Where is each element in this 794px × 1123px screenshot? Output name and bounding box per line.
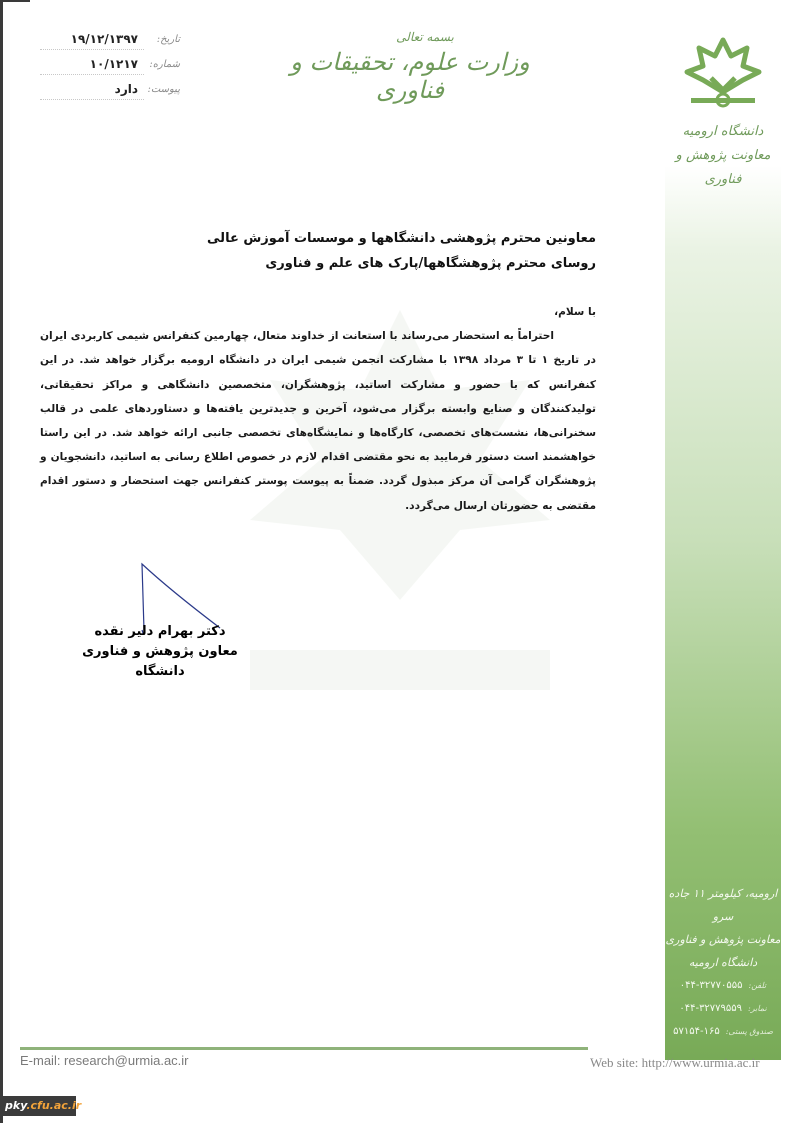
number-value: ۱۰/۱۲۱۷ [89, 57, 138, 71]
footer-email: E-mail: research@urmia.ac.ir [20, 1053, 189, 1068]
recipient-line-1: معاونین محترم پژوهشی دانشگاهها و موسسات آموزش عالی [207, 231, 596, 246]
date-underline [40, 49, 144, 50]
footer-website: Web site: http://www.urmia.ac.ir [590, 1055, 760, 1070]
fax-row [665, 997, 781, 1020]
meta-number-row [40, 57, 180, 82]
page-top-border [0, 0, 30, 2]
fax-value: ۰۴۴-۳۲۷۷۹۵۵۹ [679, 1003, 743, 1014]
number-label: شماره: [149, 59, 180, 70]
signatory-name: دکتر بهرام دلیر نقده [94, 624, 226, 639]
meta-attachment-row [40, 82, 180, 107]
site-badge-part1: pky [5, 1099, 27, 1112]
invocation: بسمه تعالی [396, 30, 454, 44]
green-sidebar [665, 20, 781, 1060]
site-badge-part2: .cfu.ac.ir [26, 1099, 82, 1112]
university-line-1: دانشگاه ارومیه [682, 124, 764, 139]
pobox-value: ۵۷۱۵۴-۱۶۵ [673, 1026, 720, 1037]
phone-value: ۰۴۴-۳۲۷۷۰۵۵۵ [679, 980, 743, 991]
recipient-line-2: روسای محترم پژوهشگاهها/پارک های علم و فناوری [265, 256, 596, 271]
letterhead-header [280, 30, 540, 104]
fax-label: نمابر: [748, 1004, 767, 1013]
urmia-university-flower-logo-icon [683, 34, 763, 114]
footer-divider [20, 1047, 588, 1050]
pobox-row [665, 1020, 781, 1043]
university-line-3: فناوری [704, 172, 742, 187]
phone-row [665, 974, 781, 997]
number-underline [40, 74, 144, 75]
address-line-3: دانشگاه ارومیه [688, 956, 758, 969]
address-line-1: ارومیه، کیلومتر ۱۱ جاده سرو [668, 887, 778, 923]
university-line-2: معاونت پژوهش و [675, 148, 771, 163]
date-label: تاریخ: [156, 34, 180, 45]
page-left-border [0, 0, 3, 1123]
ministry-title: وزارت علوم، تحقیقات و فناوری [290, 48, 530, 104]
signatory-title: معاون پژوهش و فناوری دانشگاه [82, 644, 238, 679]
university-name [665, 120, 781, 192]
attachment-underline [40, 99, 144, 100]
recipient-block [207, 226, 596, 276]
letter-body [40, 300, 596, 518]
greeting: با سلام، [554, 306, 596, 318]
attachment-value: دارد [114, 82, 138, 96]
date-value: ۱۹/۱۲/۱۳۹۷ [70, 32, 138, 46]
body-paragraph: احتراماً به استحضار می‌رساند با استعانت از خداوند متعال، چهارمین کنفرانس شیمی کاربردی ایران در تاریخ ۱ تا ۳ مرداد ۱۳۹۸ با مشارکت انجمن شیمی ایران در دانشگاه ارومیه برگزار خواهد شد. در این کنفرانس که با حضور و مشارکت اساتید، پژوهشگران، متخصصین دانشگاهی و مراکز تحقیقاتی، تولیدکنندگان و صنایع وابسته برگزار می‌شود، آخرین و جدیدترین یافته‌ها و دستاوردهای علمی در قالب سخنرانی‌ها، نشست‌های تخصصی، کارگاه‌ها و نمایشگاه‌های تخصصی جانبی ارائه خواهد شد. در این راستا خواهشمند است دستور فرمایید به نحو مقتضی اقدام لازم در خصوص اطلاع رسانی به اساتید، دانشجویان و پژوهشگران گرامی آن مرکز مبذول گردد. ضمناً به پیوست پوستر کنفرانس جهت استحضار و دستور اقدام مقتضی به حضورتان ارسال می‌گردد. [40, 330, 596, 512]
signature-block [60, 622, 260, 682]
site-watermark-badge [0, 1096, 82, 1116]
address-line-2: معاونت پژوهش و فناوری [665, 933, 781, 946]
pobox-label: صندوق پستی: [725, 1027, 773, 1036]
meta-date-row [40, 32, 180, 57]
phone-label: تلفن: [748, 981, 767, 990]
attachment-label: پیوست: [147, 84, 180, 95]
letter-meta [40, 32, 180, 107]
contact-info [665, 882, 781, 1043]
